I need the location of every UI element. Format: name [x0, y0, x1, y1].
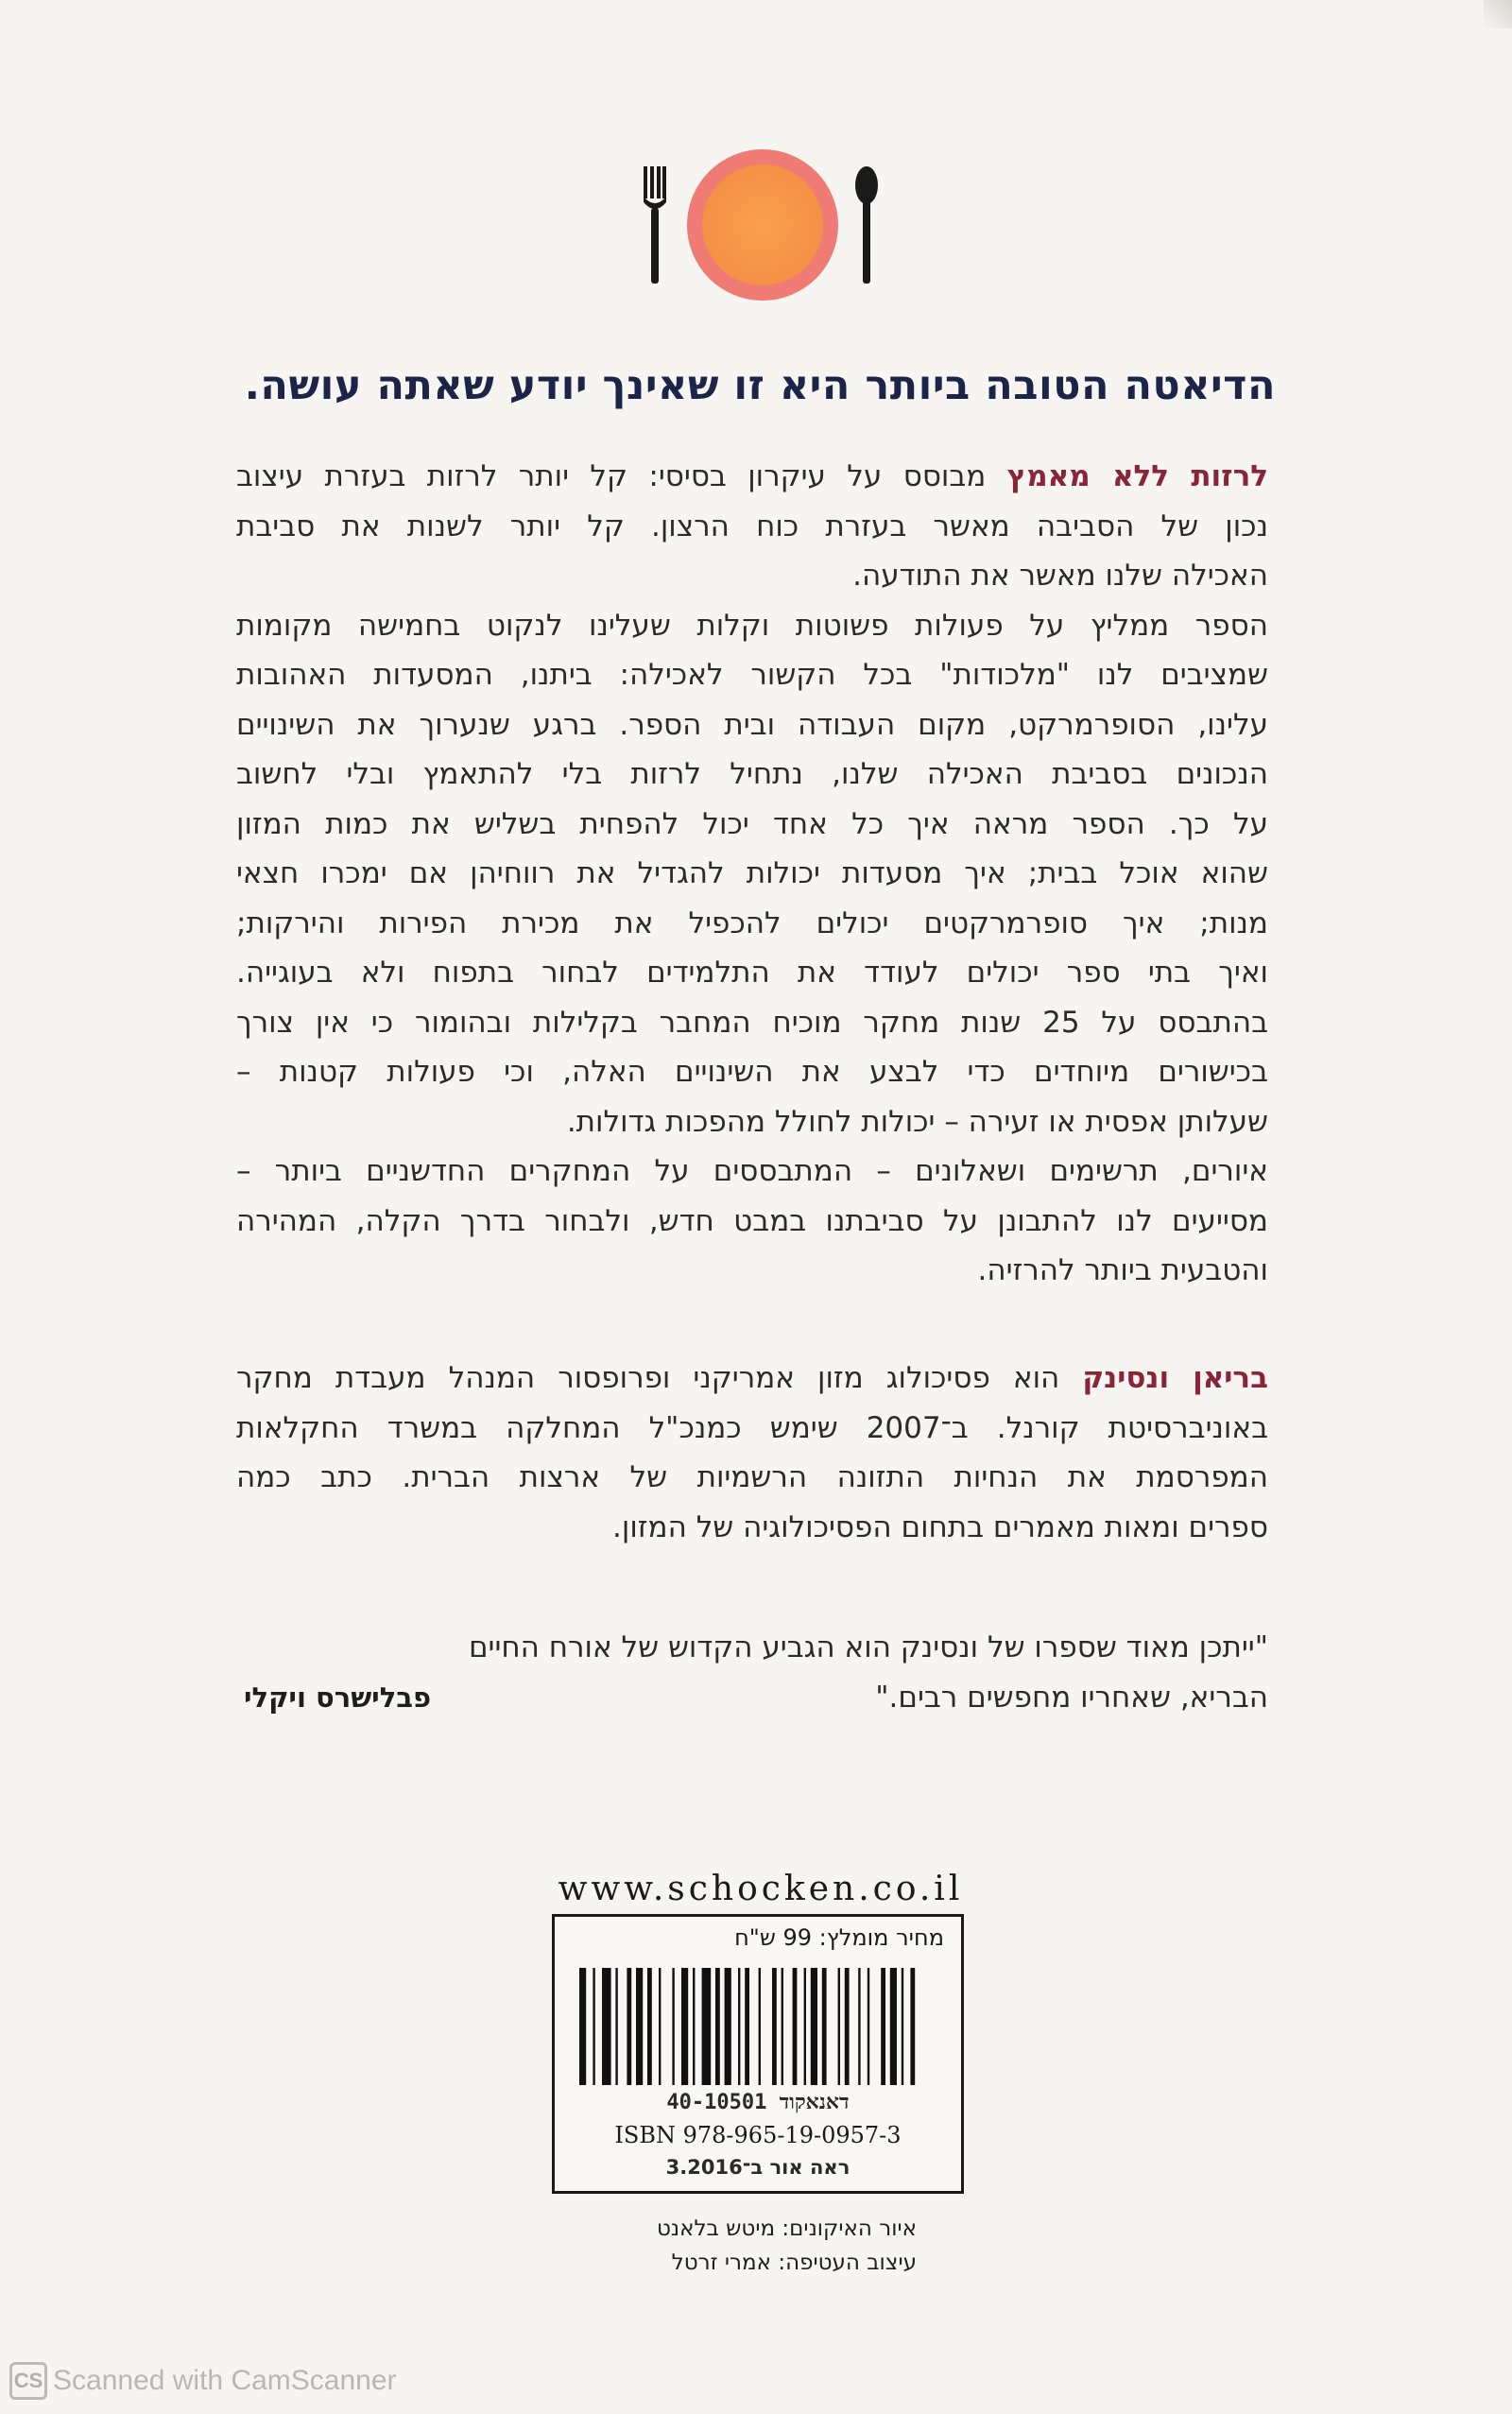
barcode-bar — [845, 1968, 850, 2085]
paragraph-line: האכילה שלנו מאשר את התודעה. — [852, 559, 1268, 593]
paragraph-line: מסייעים לנו להתבונן על סביבתנו במבט חדש, ולבחור בדרך הקלה, המהירה — [236, 1203, 1268, 1238]
review-line-2: הבריא, שאחריו מחפשים רבים." — [875, 1680, 1268, 1715]
fork-icon — [643, 166, 667, 284]
barcode-bar — [822, 1968, 827, 2085]
paragraph-line: על כך. הספר מראה איך כל אחד יכול להפחית בשליש את כמות המזון — [236, 806, 1268, 841]
plate-center — [702, 164, 823, 285]
price-label: מחיר מומלץ: 99 ש"ח — [734, 1924, 944, 1951]
cover-credit: עיצוב העטיפה: אמרי זרטל — [671, 2250, 917, 2275]
barcode-bar — [759, 1968, 761, 2085]
barcode-bar — [615, 1968, 617, 2085]
scan-corner-shadow — [1484, 0, 1512, 28]
review-source: פבלישרס ויקלי — [244, 1681, 432, 1714]
paragraph-line: בריאן ונסינק הוא פסיכולוג מזון אמריקני ופרופסור המנהל מעבדת מחקר — [236, 1361, 1268, 1395]
barcode-bar — [715, 1968, 720, 2085]
author-name: בריאן ונסינק — [1082, 1361, 1268, 1395]
barcode-bar — [702, 1968, 712, 2085]
barcode-bar — [804, 1968, 806, 2085]
barcode-box — [552, 1914, 964, 2194]
barcode-bar — [693, 1968, 695, 2085]
paragraph-line: הספר ממליץ על פעולות פשוטות וקלות שעלינו לנקוט בחמישה מקומות — [236, 608, 1268, 643]
paragraph-line: הנכונים בסביבת האכילה שלנו, נתחיל לרזות בלי להתאמץ ובלי לחשוב — [236, 757, 1268, 791]
spoon-icon — [854, 166, 879, 284]
description-paragraph — [236, 452, 1268, 1296]
barcode-bar — [858, 1968, 860, 2085]
barcode-bar — [738, 1968, 740, 2085]
paragraph-line: איורים, תרשימים ושאלונים – המתבססים על המחקרים החדשניים ביותר – — [236, 1154, 1268, 1188]
barcode-bar — [838, 1968, 840, 2085]
paragraph-line: והטבעית ביותר להרזיה. — [977, 1253, 1268, 1287]
barcode-bar — [890, 1968, 897, 2085]
dan-code: דאנאקוד 40-10501 — [666, 2091, 850, 2114]
paragraph-line: ספרים ומאות מאמרים בתחום הפסיכולוגיה של המזון. — [612, 1509, 1268, 1544]
author-bio — [236, 1354, 1268, 1552]
author-bio-text — [236, 1354, 1268, 1552]
icons-credit: איור האיקונים: מיטש בלאנט — [656, 2216, 917, 2241]
paragraph-line: שהוא אוכל בבית; איך מסעדות יכולות להגדיל את רווחיהן אם ימכרו חצאי — [236, 856, 1268, 890]
barcode-bar — [902, 1968, 903, 2085]
paragraph-line: ואיך בתי ספר יכולים לעודד את התלמידים לבחור בתפוח ולא בעוגייה. — [236, 956, 1268, 990]
barcode-bar — [579, 1968, 586, 2085]
barcode-bar — [811, 1968, 817, 2085]
paragraph-line: מנות; איך סופרמרקטים יכולים להכפיל את מכירת הפירות והירקות; — [236, 905, 1268, 940]
barcode-bar — [868, 1968, 869, 2085]
paragraph-line: באוניברסיטת קורנל. ב־2007 שימש כמנכ"ל המחלקה במשרד החקלאות — [236, 1410, 1268, 1445]
barcode-bar — [910, 1968, 915, 2085]
barcode-icon — [579, 1968, 938, 2085]
barcode-bar — [602, 1968, 611, 2085]
plate-cutlery-icon — [643, 142, 879, 302]
description-text — [236, 452, 1268, 1296]
camscanner-logo-icon: CS — [9, 2362, 47, 2400]
isbn: ISBN 978-965-19-0957-3 — [614, 2122, 902, 2148]
barcode-bar — [636, 1968, 643, 2085]
paragraph-line: עלינו, הסופרמרקט, מקום העבודה ובית הספר. ברגע שנערוך את השינויים — [236, 707, 1268, 742]
paragraph-line: שעלותן אפסית או זעירה – יכולות לחולל מהפכות גדולות. — [566, 1104, 1268, 1139]
paragraph-line: בכישורים מיוחדים כדי לבצע את השינויים האלה, וכי פעולות קטנות – — [236, 1055, 1268, 1089]
barcode-bar — [672, 1968, 674, 2085]
barcode-bar — [647, 1968, 652, 2085]
barcode-bar — [659, 1968, 661, 2085]
paragraph-line: בהתבסס על 25 שנות מחקר מוכיח המחבר בקלילות ובהומור כי אין צורך — [236, 1005, 1268, 1040]
barcode-bar — [793, 1968, 798, 2085]
camscanner-watermark — [9, 2361, 397, 2401]
barcode-bar — [725, 1968, 731, 2085]
barcode-bar — [782, 1968, 783, 2085]
barcode-bar — [745, 1968, 749, 2085]
credits — [529, 2212, 917, 2280]
paragraph-line: לרזות ללא מאמץ מבוסס על עיקרון בסיסי: קל יותר לרזות בעזרת עיצוב — [236, 459, 1268, 493]
camscanner-text: Scanned with CamScanner — [53, 2365, 397, 2396]
barcode-bar — [627, 1968, 631, 2085]
paragraph-line: נכון של הסביבה מאשר בעזרת כוח הרצון. קל יותר לשנות את סביבת — [236, 509, 1268, 543]
book-title: לרזות ללא מאמץ — [1006, 459, 1268, 493]
edition-date: ראה אור ב־3.2016 — [665, 2156, 850, 2179]
barcode-bar — [681, 1968, 688, 2085]
barcode-bar — [881, 1968, 885, 2085]
paragraph-line: המפרסמת את הנחיות התזונה הרשמיות של ארצות הברית. כתב כמה — [236, 1460, 1268, 1494]
barcode-bar — [593, 1968, 594, 2085]
review-line-1: "ייתכן מאוד שספרו של ונסינק הוא הגביע הקדוש של אורח החיים — [468, 1630, 1268, 1664]
headline: הדיאטה הטובה ביותר היא זו שאינך יודע שאתה עושה. — [244, 362, 1276, 409]
barcode-bar — [772, 1968, 777, 2085]
plate-icon — [687, 149, 838, 301]
paragraph-line: שמציבים לנו "מלכודות" בכל הקשור לאכילה: ביתנו, המסעדות האהובות — [236, 658, 1268, 692]
publisher-website: www.schocken.co.il — [558, 1870, 964, 1908]
